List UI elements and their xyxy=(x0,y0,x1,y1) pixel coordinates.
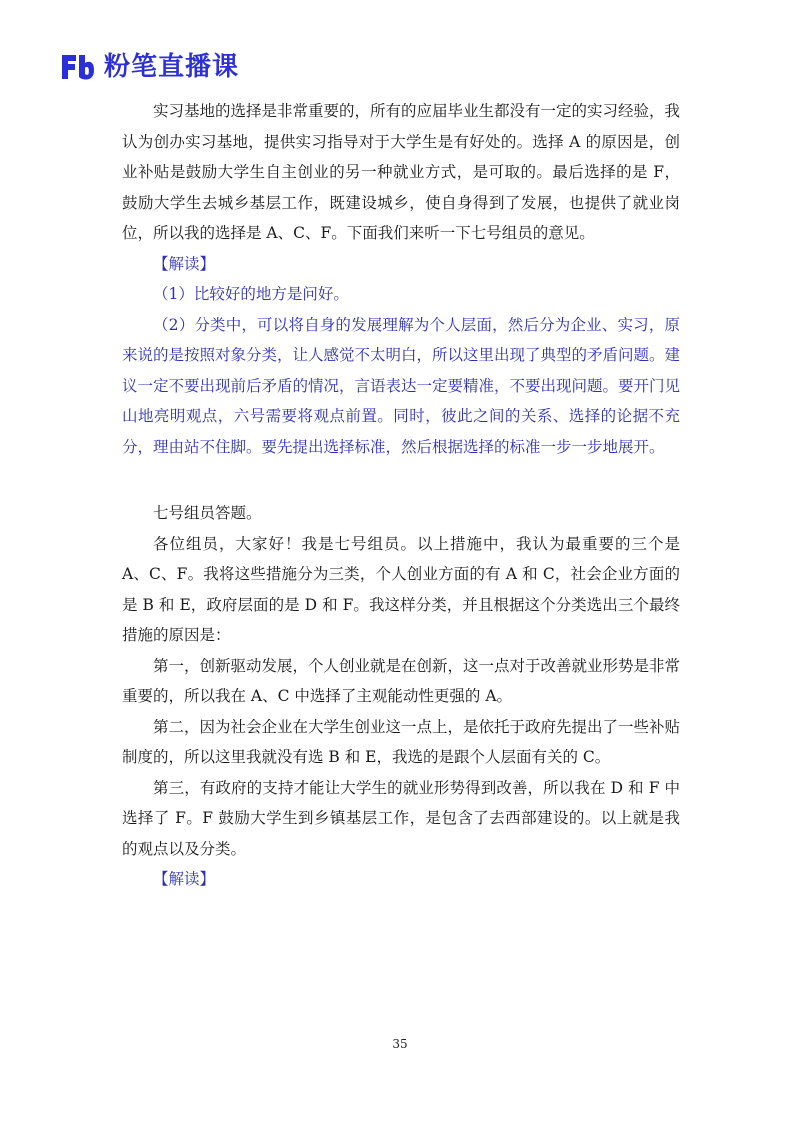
paragraph: 第三，有政府的支持才能让大学生的就业形势得到改善，所以我在 D 和 F 中选择了 F。F 鼓励大学生到乡镇基层工作，是包含了去西部建设的。以上就是我的观点以及分类。 xyxy=(122,778,680,858)
section-gap xyxy=(122,462,680,498)
commentary-point: （1）比较好的地方是问好。 xyxy=(153,285,349,303)
paragraph: 第一，创新驱动发展，个人创业就是在创新，这一点对于改善就业形势是非常重要的，所以我在 A、C 中选择了主观能动性更强的 A。 xyxy=(122,656,681,705)
brand-logo xyxy=(60,52,239,82)
commentary-heading: 【解读】 xyxy=(153,870,216,888)
paragraph: 第二，因为社会企业在大学生创业这一点上，是依托于政府先提出了一些补贴制度的，所以这里我就没有选 B 和 E，我选的是跟个人层面有关的 C。 xyxy=(122,717,681,766)
commentary-heading: 【解读】 xyxy=(153,254,216,273)
section-heading: 七号组员答题。 xyxy=(153,504,262,522)
document-body xyxy=(122,96,680,895)
fb-logo-icon xyxy=(60,52,94,82)
logo-text: 粉笔直播课 xyxy=(104,52,240,82)
paragraph: 实习基地的选择是非常重要的，所有的应届毕业生都没有一定的实习经验，我认为创办实习基地，提供实习指导对于大学生是有好处的。选择 A 的原因是，创业补贴是鼓励大学生自主创业的另一种就业方式，是可取的。最后选择的是 F，鼓励大学生去城乡基层工作，既建设城乡，使自身得到了发展，也提供了就业岗位，所以我的选择是 A、C、F。下面我们来听一下七号组员的意见。 xyxy=(122,102,681,242)
paragraph: 各位组员，大家好！我是七号组员。以上措施中，我认为最重要的三个是 A、C、F。我将这些措施分为三类，个人创业方面的有 A 和 C，社会企业方面的是 B 和 E，政府层面的是 D 和 F。我这样分类，并且根据这个分类选出三个最终措施的原因是： xyxy=(122,534,680,644)
commentary-point: （2）分类中，可以将自身的发展理解为个人层面，然后分为企业、实习，原来说的是按照对象分类，让人感觉不太明白，所以这里出现了典型的矛盾问题。建议一定不要出现前后矛盾的情况，言语表达一定要精准，不要出现问题。要开门见山地亮明观点，六号需要将观点前置。同时，彼此之间的关系、选择的论据不充分，理由站不住脚。要先提出选择标准，然后根据选择的标准一步一步地展开。 xyxy=(122,315,681,456)
page-number: 35 xyxy=(392,1037,408,1051)
